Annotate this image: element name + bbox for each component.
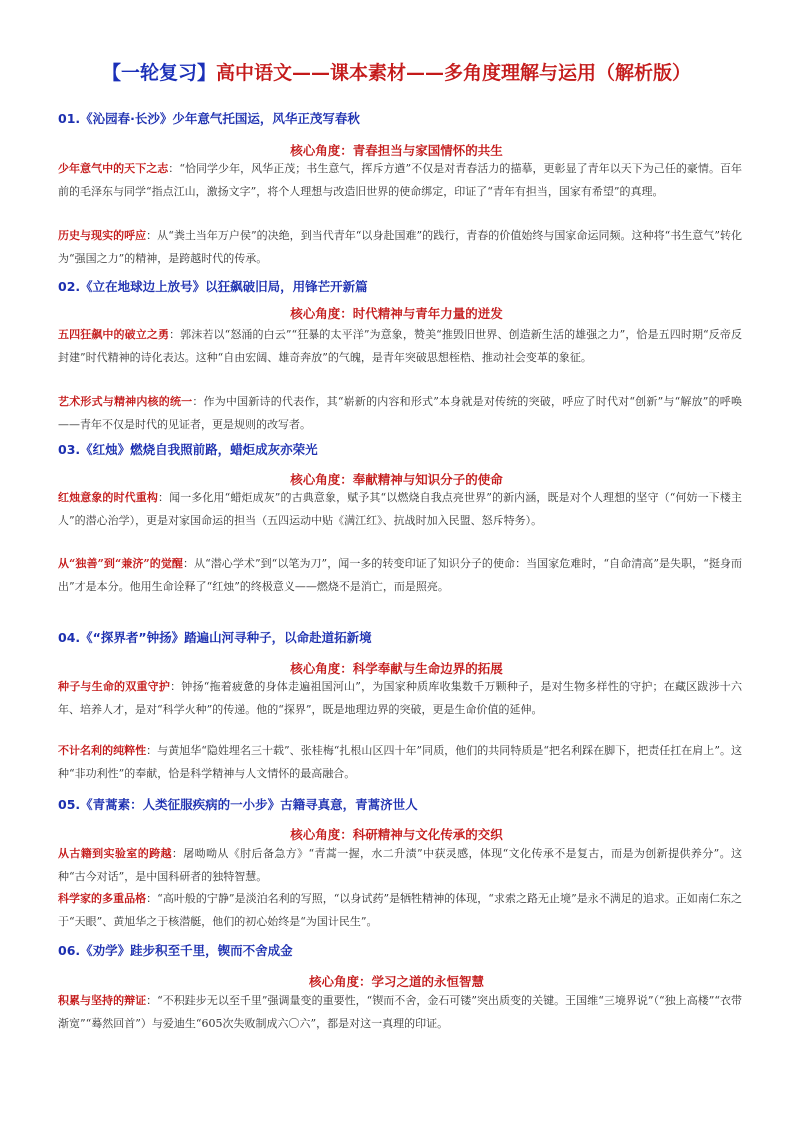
paragraph <box>58 740 742 785</box>
paragraph <box>58 225 742 270</box>
document-title <box>0 60 793 86</box>
paragraph <box>58 843 742 888</box>
paragraph <box>58 990 742 1035</box>
core-angle: 核心角度：时代精神与青年力量的迸发 <box>290 306 503 321</box>
paragraph-text: ：“高叶般的宁静”是淡泊名利的写照，“以身试药”是牺牲精神的体现，“求索之路无止境”是永不满足的追求。正如南仁东之于“天眼”、黄旭华之于核潜艇，他们的初心始终是“为国计民生”。 <box>58 892 742 928</box>
paragraph-text: ：“不积跬步无以至千里”强调量变的重要性，“锲而不舍，金石可镂”突出质变的关键。王国维“三境界说”（“独上高楼”“衣带渐宽”“蓦然回首”）与爱迪生“605次失败制成六〇六”，都是对这一真理的印证。 <box>58 994 742 1030</box>
paragraph-text: ：屠呦呦从《肘后备急方》“青蒿一握，水二升渍”中获灵感，体现“文化传承不是复古，而是为创新提供养分”。这种“古今对话”，是中国科研者的独特智慧。 <box>58 847 742 883</box>
section-heading: 05.《青蒿素：人类征服疾病的一小步》古籍寻真意，青蒿济世人 <box>58 797 418 812</box>
key-term: 从古籍到实验室的跨越 <box>58 847 172 860</box>
paragraph-text: ：作为中国新诗的代表作，其“崭新的内容和形式”本身就是对传统的突破，呼应了时代对“创新”与“解放”的呼唤——青年不仅是时代的见证者，更是规则的改写者。 <box>58 395 742 431</box>
paragraph-text: ：钟扬“拖着疲惫的身体走遍祖国河山”，为国家种质库收集数千万颗种子，是对生物多样性的守护；在藏区跋涉十六年、培养人才，是对“科学火种”的传递。他的“探界”，既是地理边界的突破，更是生命价值的延伸。 <box>58 680 742 716</box>
key-term: 积累与坚持的辩证 <box>58 994 147 1007</box>
key-term: 少年意气中的天下之志 <box>58 162 169 175</box>
key-term: 五四狂飙中的破立之勇 <box>58 328 170 341</box>
paragraph-text: ：闻一多化用“蜡炬成灰”的古典意象，赋予其“以燃烧自我点亮世界”的新内涵，既是对个人理想的坚守（“何妨一下楼主人”的潜心治学），更是对家国命运的担当（五四运动中贴《满江红》、抗战时加入民盟、怒斥特务）。 <box>58 491 742 527</box>
title-bracket: 【一轮复习】 <box>101 62 216 84</box>
core-angle: 核心角度：青春担当与家国情怀的共生 <box>290 143 503 158</box>
paragraph-text: ：与黄旭华“隐姓埋名三十载”、张桂梅“扎根山区四十年”同质，他们的共同特质是“把名利踩在脚下，把责任扛在肩上”。这种“非功利性”的奉献，恰是科学精神与人文情怀的最高融合。 <box>58 744 742 780</box>
paragraph-text: ：从“粪土当年万户侯”的决绝，到当代青年“以身赴国难”的践行，青春的价值始终与国家命运同频。这种将“书生意气”转化为“强国之力”的精神，是跨越时代的传承。 <box>58 229 742 265</box>
section-heading: 04.《“探界者”钟扬》踏遍山河寻种子，以命赴道拓新境 <box>58 630 372 645</box>
section-heading: 01.《沁园春·长沙》少年意气托国运，风华正茂写春秋 <box>58 111 360 126</box>
core-angle: 核心角度：奉献精神与知识分子的使命 <box>290 472 503 487</box>
key-term: 不计名利的纯粹性 <box>58 744 147 757</box>
key-term: 从“独善”到“兼济”的觉醒 <box>58 557 183 570</box>
section-heading: 06.《劝学》跬步积至千里，锲而不舍成金 <box>58 943 293 958</box>
paragraph <box>58 487 742 532</box>
paragraph-text: ：“恰同学少年，风华正茂；书生意气，挥斥方遒”不仅是对青春活力的描摹，更彰显了青年以天下为己任的豪情。百年前的毛泽东与同学“指点江山，激扬文字”，将个人理想与改造旧世界的使命绑定，印证了“青年有担当，国家有希望”的真理。 <box>58 162 743 198</box>
paragraph-text: ：郭沫若以“怒涌的白云”“狂暴的太平洋”为意象，赞美“推毁旧世界、创造新生活的雄强之力”，恰是五四时期“反帝反封建”时代精神的诗化表达。这种“自由宏阔、雄奇奔放”的气魄，是青年突破思想桎梏、推动社会变革的象征。 <box>58 328 742 364</box>
paragraph <box>58 888 742 933</box>
paragraph <box>58 676 742 721</box>
paragraph <box>58 324 742 369</box>
key-term: 种子与生命的双重守护 <box>58 680 171 693</box>
core-angle: 核心角度：科研精神与文化传承的交织 <box>290 827 503 842</box>
paragraph <box>58 391 742 436</box>
key-term: 历史与现实的呼应 <box>58 229 147 242</box>
section-heading: 02.《立在地球边上放号》以狂飙破旧局，用锋芒开新篇 <box>58 279 368 294</box>
core-angle: 核心角度：学习之道的永恒智慧 <box>308 974 484 989</box>
core-angle: 核心角度：科学奉献与生命边界的拓展 <box>290 661 503 676</box>
section-heading: 03.《红烛》燃烧自我照前路，蜡炬成灰亦荣光 <box>58 442 318 457</box>
title-text: 高中语文——课本素材——多角度理解与运用（解析版） <box>216 62 692 84</box>
key-term: 艺术形式与精神内核的统一 <box>58 395 193 408</box>
key-term: 科学家的多重品格 <box>58 892 147 905</box>
key-term: 红烛意象的时代重构 <box>58 491 158 504</box>
paragraph <box>58 158 742 203</box>
paragraph-text: ：从“潜心学术”到“以笔为刀”，闻一多的转变印证了知识分子的使命：当国家危难时，“自命清高”是失职，“挺身而出”才是本分。他用生命诠释了“红烛”的终极意义——燃烧不是消亡，而是照亮。 <box>58 557 742 593</box>
paragraph <box>58 553 742 598</box>
